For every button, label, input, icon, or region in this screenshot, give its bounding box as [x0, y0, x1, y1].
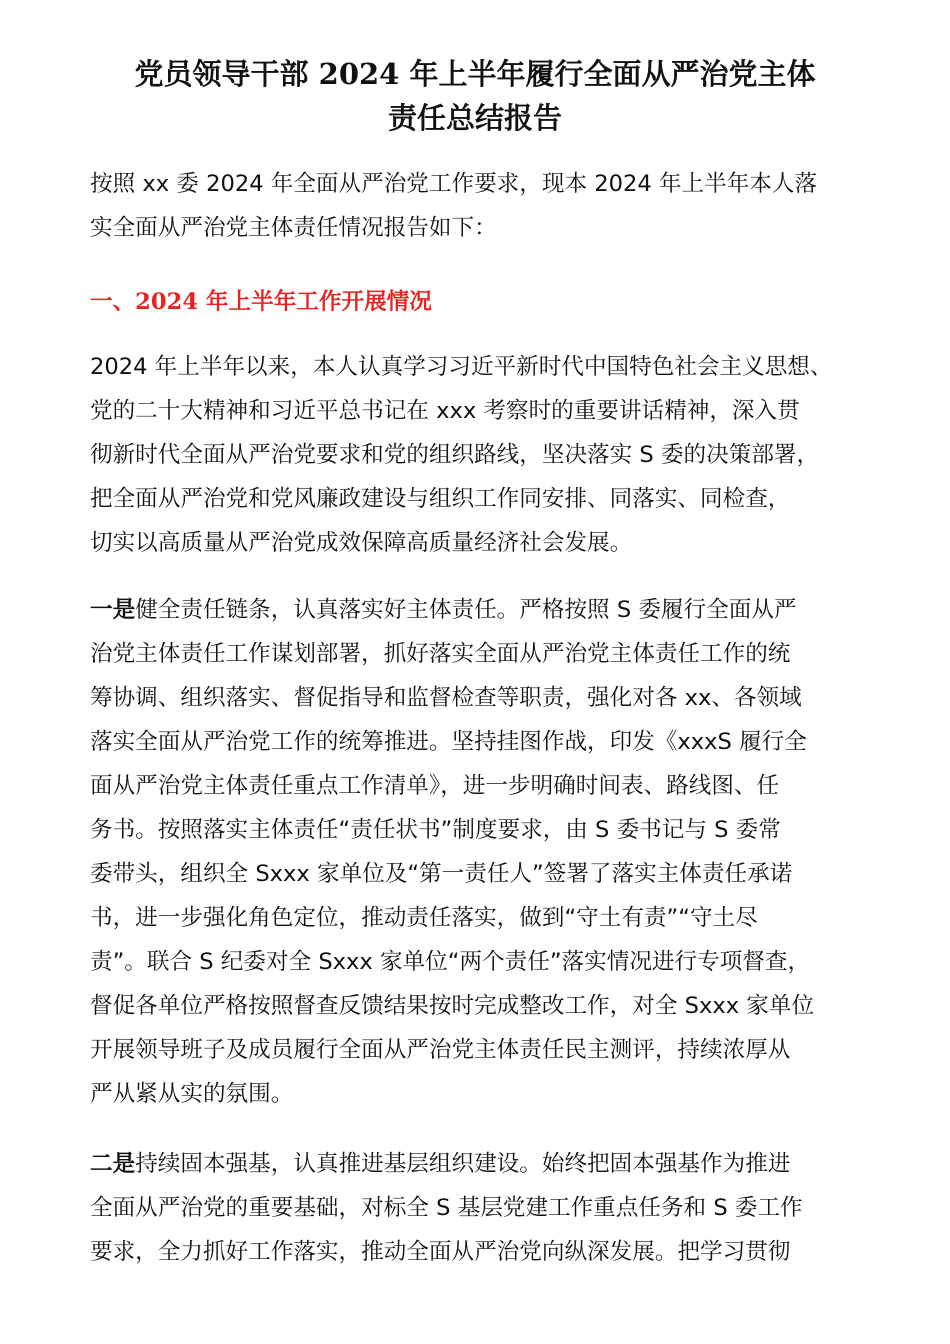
document-title [60, 52, 890, 140]
section-1-heading: 一、2024 年上半年工作开展情况 [90, 289, 432, 315]
paragraph-line: 严从紧从实的氛围。 [90, 1081, 294, 1107]
point-1-paragraph [90, 588, 920, 1116]
title-line-2: 责任总结报告 [387, 101, 562, 135]
paragraph-line: 全面从严治党的重要基础，对标全 S 基层党建工作重点任务和 S 委工作 [90, 1195, 803, 1221]
intro-line: 实全面从严治党主体责任情况报告如下： [90, 215, 497, 241]
paragraph-line: 2024 年上半年以来，本人认真学习习近平新时代中国特色社会主义思想、 [90, 354, 833, 380]
paragraph-line: 把全面从严治党和党风廉政建设与组织工作同安排、同落实、同检查， [90, 486, 791, 512]
paragraph-line: 书，进一步强化角色定位，推动责任落实，做到“守土有责”“守土尽 [90, 905, 758, 931]
point-1-first-line: 健全责任链条，认真落实好主体责任。严格按照 S 委履行全面从严 [135, 597, 797, 623]
paragraph-line: 督促各单位严格按照督查反馈结果按时完成整改工作，对全 Sxxx 家单位 [90, 993, 815, 1019]
intro-paragraph [90, 162, 920, 250]
point-2-lead: 二是 [90, 1151, 136, 1177]
paragraph-line: 委带头，组织全 Sxxx 家单位及“第一责任人”签署了落实主体责任承诺 [90, 861, 793, 887]
paragraph-line: 落实全面从严治党工作的统筹推进。坚持挂图作战，印发《xxxS 履行全 [90, 729, 807, 755]
intro-line: 按照 xx 委 2024 年全面从严治党工作要求，现本 2024 年上半年本人落 [90, 171, 818, 197]
paragraph-line [90, 588, 920, 632]
paragraph-line: 彻新时代全面从严治党要求和党的组织路线，坚决落实 S 委的决策部署， [90, 442, 820, 468]
paragraph-line [90, 1142, 920, 1186]
point-2-paragraph [90, 1142, 920, 1274]
point-2-first-line: 持续固本强基，认真推进基层组织建设。始终把固本强基作为推进 [135, 1151, 791, 1177]
paragraph-line: 要求，全力抓好工作落实，推动全面从严治党向纵深发展。把学习贯彻 [90, 1239, 791, 1265]
section-1-paragraph [90, 345, 920, 565]
paragraph-line: 责”。联合 S 纪委对全 Sxxx 家单位“两个责任”落实情况进行专项督查， [90, 949, 811, 975]
paragraph-line: 治党主体责任工作谋划部署，抓好落实全面从严治党主体责任工作的统 [90, 641, 791, 667]
paragraph-line: 开展领导班子及成员履行全面从严治党主体责任民主测评，持续浓厚从 [90, 1037, 791, 1063]
paragraph-line: 切实以高质量从严治党成效保障高质量经济社会发展。 [90, 530, 633, 556]
paragraph-line: 筹协调、组织落实、督促指导和监督检查等职责，强化对各 xx、各领域 [90, 685, 802, 711]
title-line-1: 党员领导干部 2024 年上半年履行全面从严治党主体 [134, 57, 816, 91]
paragraph-line: 党的二十大精神和习近平总书记在 xxx 考察时的重要讲话精神，深入贯 [90, 398, 800, 424]
paragraph-line: 务书。按照落实主体责任“责任状书”制度要求，由 S 委书记与 S 委常 [90, 817, 781, 843]
point-1-lead: 一是 [90, 597, 136, 623]
paragraph-line: 面从严治党主体责任重点工作清单》，进一步明确时间表、路线图、任 [90, 773, 780, 799]
